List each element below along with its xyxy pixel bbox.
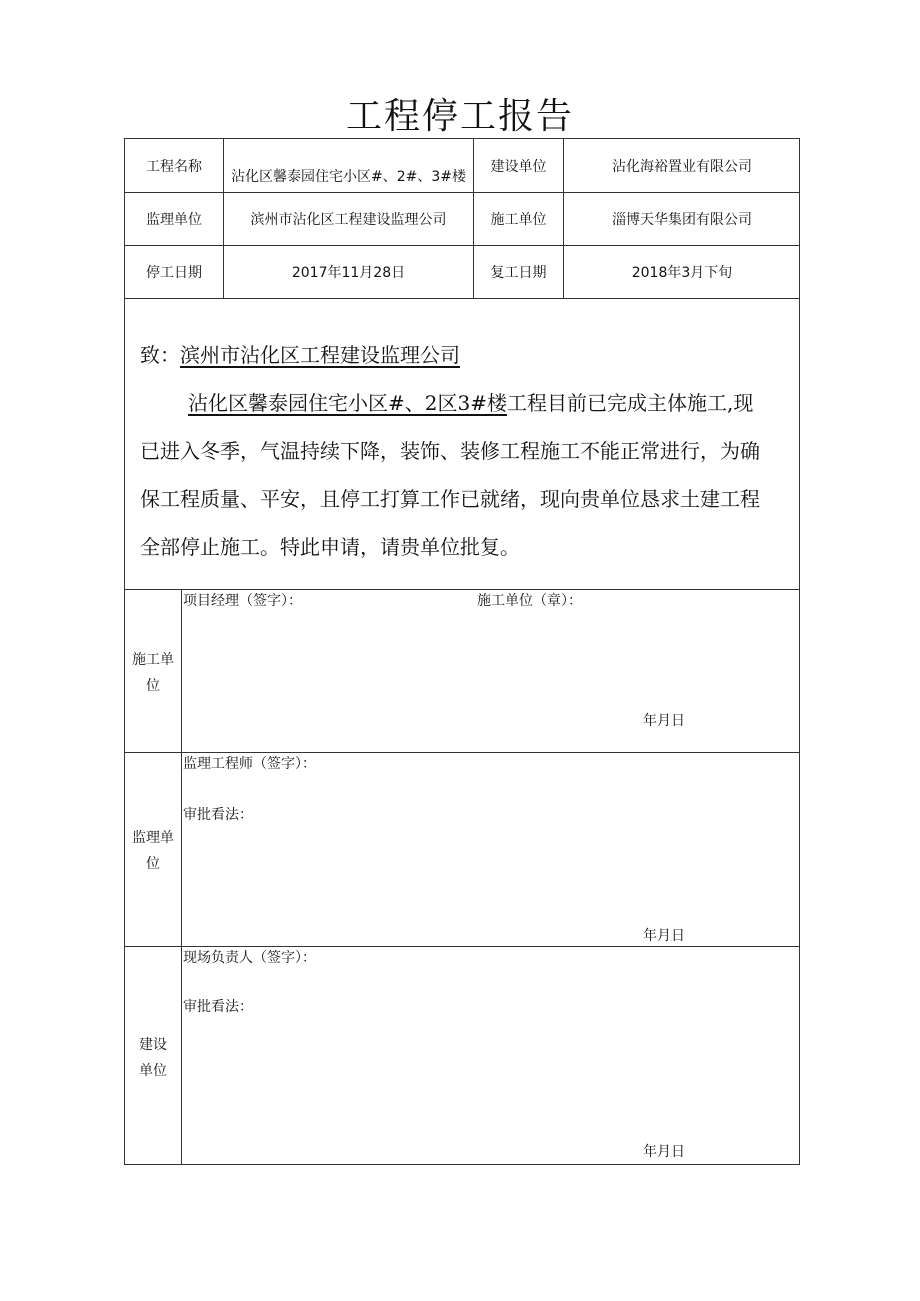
addressee-prefix: 致：: [140, 343, 180, 367]
developer-section-label: [125, 1032, 181, 1084]
letter-line-1: [140, 379, 795, 427]
supervisor-value: 滨州市沾化区工程建设监理公司: [250, 212, 447, 228]
contractor-value: 淄博天华集团有限公司: [612, 212, 752, 228]
developer-opinion-label: 审批看法：: [183, 999, 253, 1015]
developer-section-label-line1: 建设: [139, 1037, 167, 1053]
supervising-engineer-sign-label: 监理工程师（签字）：: [183, 756, 316, 772]
supervisor-section-label-line2: 位: [146, 856, 160, 872]
row-divider: [125, 298, 800, 299]
supervisor-label: 监理单位: [146, 212, 202, 228]
supervisor-date-label: 年月日: [643, 928, 685, 944]
contractor-seal-label: 施工单位（章）：: [477, 593, 582, 609]
site-manager-sign-label: 现场负责人（签字）：: [183, 950, 316, 966]
developer-section-label-line2: 单位: [139, 1063, 167, 1079]
supervisor-section-label: [125, 825, 181, 877]
letter-line-3: 保工程质量、平安，且停工打算工作已就绪，现向贵单位恳求土建工程: [140, 487, 760, 511]
contractor-date-label: 年月日: [643, 713, 685, 729]
letter-line-1-text: 工程目前已完成主体施工,现: [506, 391, 754, 415]
letter-line-2: 已进入冬季，气温持续下降，装饰、装修工程施工不能正常进行，为确: [140, 439, 760, 463]
resume-date-value: 2018年3月下旬: [631, 265, 733, 281]
developer-label: 建设单位: [490, 158, 547, 175]
supervisor-section-label-line1: 监理单: [132, 830, 174, 846]
project-manager-sign-label: 项目经理（签字）：: [183, 593, 302, 609]
page-title: 工程停工报告: [345, 96, 574, 137]
letter-addressee: [140, 331, 795, 379]
contractor-section-label: [125, 647, 181, 699]
developer-date-label: 年月日: [643, 1144, 685, 1160]
column-divider: [181, 589, 182, 1165]
project-name-value: 沾化区馨泰园住宅小区#、2#、3#楼: [230, 169, 466, 185]
stop-work-report-form: [124, 138, 800, 1165]
stop-date-label: 停工日期: [146, 265, 202, 281]
stop-date-value: 2017年11月28日: [291, 265, 406, 281]
contractor-label: 施工单位: [490, 212, 547, 228]
addressee-name: 滨州市沾化区工程建设监理公司: [180, 343, 460, 367]
project-reference: 沾化区馨泰园住宅小区#、2区3#楼: [188, 391, 507, 415]
supervisor-opinion-label: 审批看法：: [183, 807, 253, 823]
project-name-label: 工程名称: [146, 158, 202, 175]
letter-line-4: 全部停止施工。特此申请，请贵单位批复。: [140, 535, 520, 559]
letter-body: [140, 331, 795, 571]
resume-date-label: 复工日期: [490, 265, 547, 281]
contractor-section-label-line1: 施工单: [132, 652, 174, 668]
developer-value: 沾化海裕置业有限公司: [612, 158, 752, 175]
contractor-section-label-line2: 位: [146, 678, 160, 694]
